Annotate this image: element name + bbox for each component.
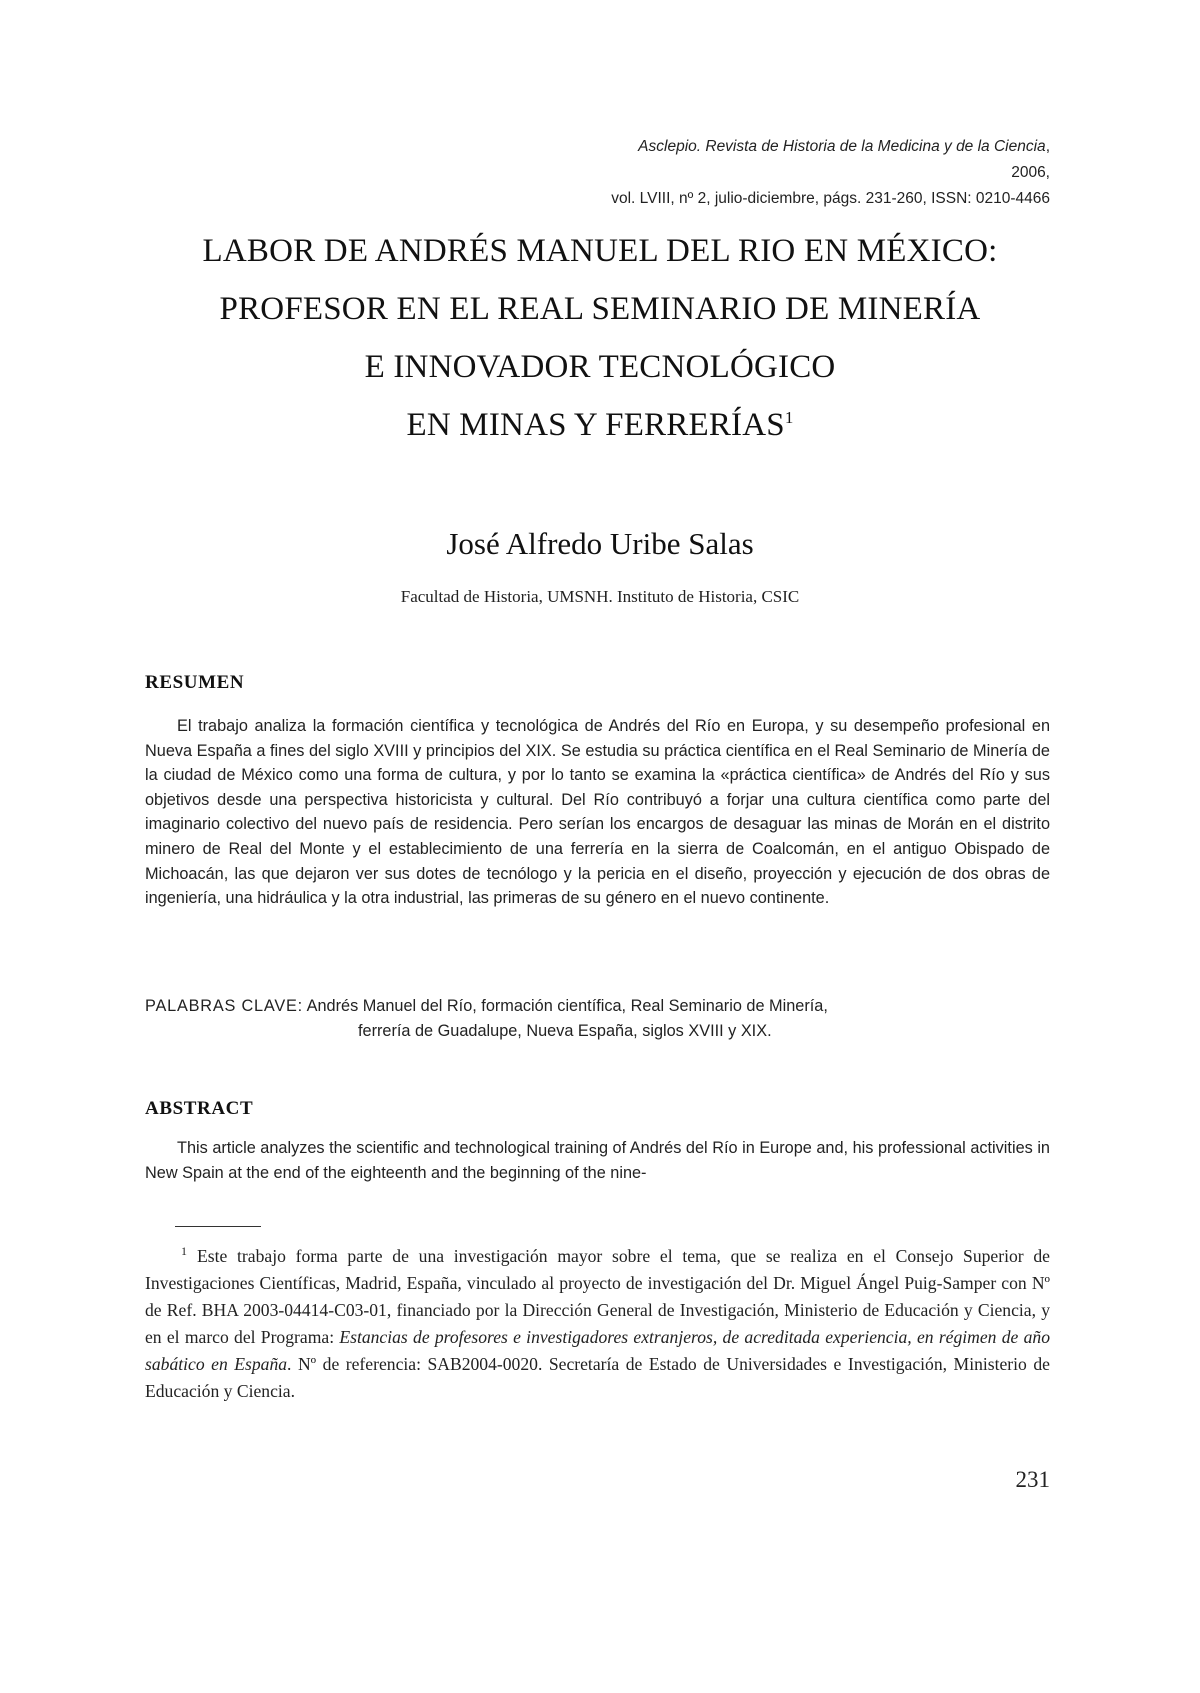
keywords-label: PALABRAS CLAVE: — [145, 997, 303, 1015]
title-line-2: PROFESOR EN EL REAL SEMINARIO DE MINERÍA — [219, 291, 981, 327]
title-line-4-text: EN MINAS Y FERRERÍAS — [406, 407, 785, 443]
keywords — [145, 994, 1050, 1044]
journal-name: Asclepio. Revista de Historia de la Medicina y de la Ciencia — [638, 138, 1046, 155]
author-name: José Alfredo Uribe Salas — [446, 526, 754, 561]
footnote-divider — [175, 1226, 261, 1227]
resumen-text: El trabajo analiza la formación científica y tecnológica de Andrés del Río en Europa, y su desempeño profesional en Nueva España a fines del siglo XVIII y principios del XIX. Se estudia su práctica científica en el Real Seminario de Minería de la ciudad de México como una forma de cultura, y por lo tanto se examina la «práctica científica» de Andrés del Río y sus objetivos desde una perspectiva historicista y cultural. Del Río contribuyó a forjar una cultura científica como parte del imaginario colectivo del nuevo país de residencia. Pero serían los encargos de desaguar las minas de Morán en el distrito minero de Real del Monte y el establecimiento de una ferrería en la sierra de Coalcomán, en el antiguo Obispado de Michoacán, las que dejaron ver sus dotes de tecnólogo y la pericia en el diseño, proyección y ejecución de dos obras de ingeniería, una hidráulica y la otra industrial, las primeras de su género en el nuevo continente. — [145, 717, 1050, 908]
footnote-program-name: Estancias de profesores e investigadores extranjeros, de acreditada experiencia, en régimen de año sabático en España — [145, 1327, 1050, 1374]
keywords-list-2: ferrería de Guadalupe, Nueva España, siglos XVIII y XIX. — [358, 1022, 772, 1040]
footnote-text-1: Este trabajo forma parte de una investigación mayor sobre el tema, que se realiza en el Consejo Superior de Investigaciones Científicas, Madrid, España, vinculado al proyecto de investigación del Dr. Miguel Ángel Puig-Samper con Nº de Ref. BHA 2003-04414-C03-01, financiado por la Dirección General de Investigación, Ministerio de Educación y Ciencia, y en el marco del Programa: — [145, 1246, 1050, 1347]
footnote-text-2: . Nº de referencia: SAB2004-0020. Secretaría de Estado de Universidades e Investigación, Ministerio de Educación y Ciencia. — [145, 1354, 1050, 1401]
title-line-3: E INNOVADOR TECNOLÓGICO — [364, 349, 836, 385]
running-header — [600, 134, 1050, 212]
citation-line-1 — [600, 134, 1050, 186]
journal-year: , 2006, — [1011, 138, 1050, 181]
abstract-text: This article analyzes the scientific and technological training of Andrés del Río in Europe and, his professional activities in New Spain at the end of the eighteenth and the beginning of the nine- — [145, 1139, 1050, 1182]
keywords-line-1 — [145, 994, 1050, 1019]
title-line-1: LABOR DE ANDRÉS MANUEL DEL RIO EN MÉXICO: — [202, 233, 998, 269]
footnote-marker: 1 — [181, 1244, 187, 1259]
title-footnote-marker[interactable]: 1 — [784, 408, 794, 427]
page-number: 231 — [1015, 1467, 1050, 1492]
article-title — [110, 222, 1090, 454]
title-line-4 — [110, 396, 1090, 454]
keywords-list-1: Andrés Manuel del Río, formación científica, Real Seminario de Minería, — [306, 997, 828, 1015]
author-affiliation: Facultad de Historia, UMSNH. Instituto de Historia, CSIC — [400, 587, 800, 606]
footnote — [145, 1243, 1050, 1405]
abstract-heading: ABSTRACT — [145, 1098, 254, 1119]
resumen-heading: RESUMEN — [145, 672, 245, 693]
citation-line-2: vol. LVIII, nº 2, julio-diciembre, págs. 231-260, ISSN: 0210-4466 — [611, 190, 1050, 207]
